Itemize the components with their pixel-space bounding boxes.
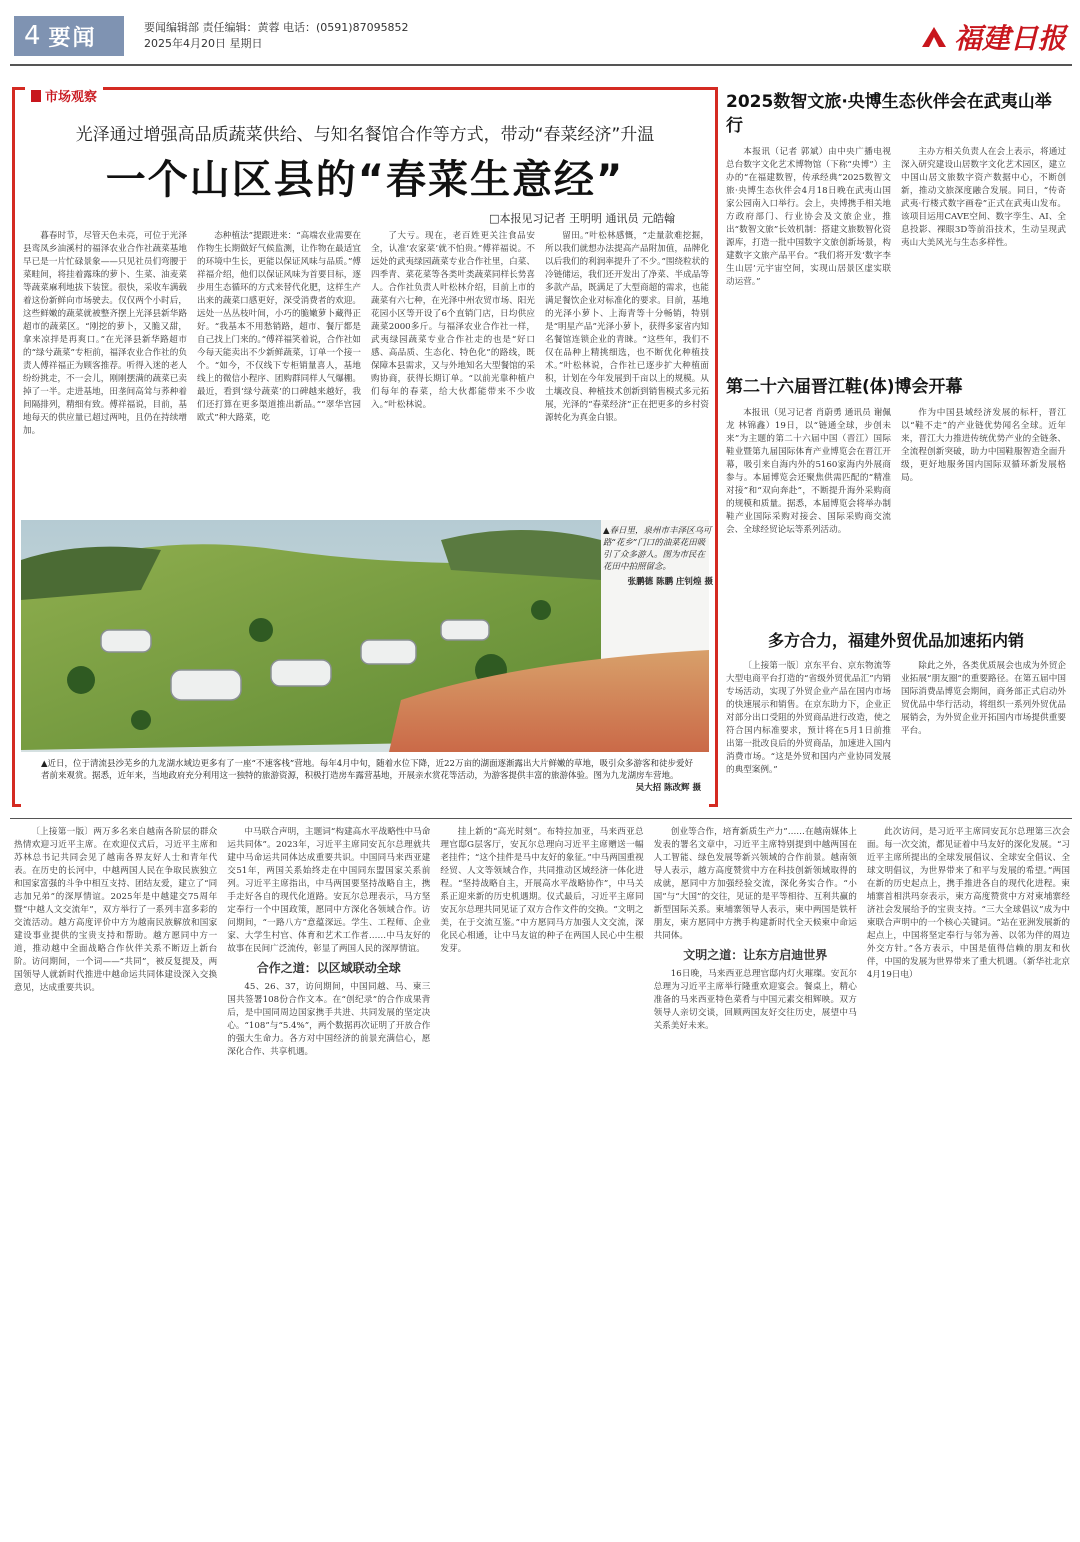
photo-caption-left — [41, 758, 701, 794]
page-number: 4 — [24, 21, 41, 51]
body-column-4: 留田。”叶松林感慨，“走量款难挖掘，所以我们就想办法提高产品附加值，品牌化以后我们的利润率提升了不少。”围绕粒状的冷链储运，我们还开发出了净菜、半成品等多款产品，既满足了大型商超的需求，也能满足餐饮企业对标准化的要求。目前，基地的光泽小萝卜、上海青等十分畅销，特别是“明星产品”光泽小萝卜，获得多家省内知名餐馆连锁企业的青睐。“这些年，我们不仅在品种上精挑细选，也不断优化种植技术。”叶松林说，合作社已逐步扩大种植面积，计划在今年发展到千亩以上的规模。从土壤改良、种植技术创新到销售模式多元拓展，光泽的“春菜经济”正在把更多的乡村资源转化为真金白银。 — [545, 231, 709, 423]
right-1-col-a: 本报讯（记者 郭斌）由中央广播电视总台数字文化艺术博物馆（下称“央博”）主办的“在福建数智，传承经典”2025数智文旅·央博生态伙伴会4月18日晚在武夷山国家公园南入口举行。会上，央博携手相关地方政府部门、行业协会及文旅企业，推出“数智文旅”长效机制：搭建文旅数智化资源库，打造一批中国数字文旅创新场景，构建数字文旅产品平台。“我们将开发‘数字李生山居’元宇宙空间，实现山居景区虚实联动运营。” — [726, 147, 891, 287]
body-column-1: 暮春时节，尽管天色未亮，可位于光泽县鸾凤乡油溪村的福泽农业合作社蔬菜基地早已是一片忙碌景象——只见社员们弯腰于菜畦间，将挂着露珠的萝卜、生菜、油麦菜等蔬菜麻利地拔下装筐。很快，采收车满载着这份新鲜向市场驶去。仅仅两个小时后，这些鲜嫩的蔬菜就被整齐摆上光泽县新华路超市的蔬菜区。“刚挖的萝卜，又脆又甜，拿来凉拌是再爽口。”在光泽县新华路超市的“绿兮蔬菜”专柜前，福泽农业合作社的负责人傅祥福正为顾客推荐。听得入迷的老人纷纷挑走，不一会儿，刚刚摆满的蔬菜已卖掉了一半。走进基地，田垄间高耸与荞种着间隔排列，精细有致。傅祥福说，目前，基地每天的供应量已超过两吨，且仍在持续增加。 — [23, 231, 187, 436]
paper-name: 福建日报 — [953, 22, 1066, 55]
masthead — [10, 6, 1072, 62]
article-byline: □本报见习记者 王明明 通讯员 元皓翰 — [489, 212, 675, 225]
paper-logo — [920, 14, 1066, 60]
article-headline: 一个山区县的“春菜生意经” — [105, 157, 625, 203]
masthead-rule — [10, 64, 1072, 66]
right-3-col-b: 除此之外，各类优质展会也成为外贸企业拓展“朋友圈”的重要路径。在第五届中国国际消费品博览会期间，商务部正式启动外贸优品中华行活动，将组织一系列外贸优品展销会，为外贸企业开拓国内市场提供重要平台。 — [901, 661, 1066, 736]
editors-line: 要闻编辑部 责任编辑：黄蓉 电话：(0591)87095852 — [144, 21, 409, 34]
lower-column-4: 创业等合作，培育新质生产力”……在越南媒体上发表的署名文章中，习近平主席特别提到中越两国在人工智能、绿色发展等新兴领域的合作前景。越南领导人表示，越方高度赞赏中方在科技创新领域取得的成就，愿同中方加强经验交流，深化务实合作。“小国”与“大国”的交往，见证的是平等相待、互利共赢的新型国际关系。柬埔寨领导人表示，柬中两国是铁杆朋友，柬方愿同中方携手构建新时代全天候柬中命运共同体。 文明之道：让东方启迪世界 16日晚，马来西亚总理官邸内灯火璀璨。安瓦尔总理为习近平主席举行隆重欢迎宴会。餐桌上，精心准备的马来西亚特色菜肴与中国元素交相辉映。双方领导人亲切交谈，回顾两国友好交往历史，展望中马关系美好未来。 — [653, 827, 857, 1031]
lower-column-5: 此次访问，是习近平主席同安瓦尔总理第三次会面。每一次交流，都见证着中马友好的深化发展。“习近平主席所提出的全球发展倡议、全球安全倡议、全球文明倡议，为世界带来了和平与发展的希望。”两国在新的历史起点上，携手推进各自的现代化进程。柬埔寨首相洪玛奈表示，柬方高度赞赏中方对柬埔寨经济社会发展给予的宝贵支持。“三大全球倡议”成为中柬联合声明中的一个核心关键词。“站在亚洲发展新的起点上，中国将坚定奉行与邻为善、以邻为伴的周边外交方针。”各方表示，中国是值得信赖的朋友和伙伴，中国的发展为世界带来了重大机遇。（新华社北京4月19日电） — [866, 827, 1071, 980]
right-body-2 — [726, 407, 1066, 627]
lower-article — [14, 826, 1070, 1536]
right-body-3 — [726, 660, 1066, 810]
article-subhead: 光泽通过增强高品质蔬菜供给、与知名餐馆合作等方式，带动“春菜经济”升温 — [75, 125, 655, 145]
lower-column-1: 〔上接第一版〕两万多名来自越南各阶层的群众热情欢迎习近平主席。在欢迎仪式后，习近平主席和苏林总书记共同会见了越南各界友好人士和青年代表。在历史的长河中，中越两国人民在争取民族独立和国家富强的斗争中相互支持、团结友爱，建立了“同志加兄弟”的深厚情谊。2025年是中越建交75周年暨“中越人文交流年”，双方举行了一系列丰富多彩的交流活动。越方高度评价中方为越南民族解放和国家建设事业提供的宝贵支持和帮助。越方愿同中方一道，推动越中全面战略合作伙伴关系不断迈上新台阶。访问期间，一个词——“共同”，被反复提及，两国领导人就新时代推进中越命运共同体建设深入交换意见，达成重要共识。 — [14, 827, 218, 993]
editor-info — [144, 20, 409, 52]
right-article-3 — [726, 630, 1066, 810]
right-3-col-a: 〔上接第一版〕京东平台、京东物流等大型电商平台打造的“省级外贸优品汇”内销专场活动，实现了外贸企业产品在国内市场的快速展示和销售。在京东助力下，企业正对部分出口受阻的外贸商品进行改造，使之符合国内标准要求，预计将在5月1日前推出第一批改良后的外贸商品，加速进入国内消费市场。“这是外贸和国内产业协同发展的典型案例。” — [726, 661, 891, 775]
caption-right-text: ▲春日里，泉州市丰泽区乌可路“花乡”门口的油菜花田吸引了众多游人。图为市民在花田中拍照留念。 — [603, 526, 712, 572]
caption-left-credit: 吴大招 陈改辉 摄 — [635, 783, 701, 793]
right-body-1 — [726, 146, 1066, 356]
logo-mark-icon — [920, 23, 948, 51]
section-name: 要闻 — [48, 25, 97, 51]
section-tag: 市场观察 — [25, 86, 103, 105]
caption-right-credit: 张鹏德 陈鹏 庄钊煌 摄 — [627, 577, 713, 587]
page-section-box — [14, 16, 124, 56]
right-headline-2: 第二十六届晋江鞋(体)博会开幕 — [726, 377, 963, 397]
lower-subhead-2: 文明之道：让东方启迪世界 — [683, 948, 828, 962]
body-column-2: 态种植法”提跟进来：“高端农业需要在作物生长期做好气候监测，让作物在最适宜的环境中生长，更能以保证风味与品质。”傅祥福介绍，他们以保证风味为首要目标，逐步用生态循环的方式来替代化肥，这样生产出来的蔬菜口感更好，深受消费者的欢迎。远处一丛丛枝叶间，小巧的脆嫩萝卜藏得正好。“我基本不用愁销路，超市、餐厅都是自己找上门来的。”傅祥福笑着说，合作社如今每天能卖出不少新鲜蔬菜，订单一个接一个。“如今，不仅线下专柜销量喜人，基地线上的微信小程序、团购群同样人气爆棚。最近，看到‘绿兮蔬菜’的口碑越来越好，我们还打算在更多渠道推出新品。”“翠华宫园欧式”种大路菜，吃 — [197, 231, 361, 423]
caption-left-text: ▲近日，位于清流县沙芜乡的九龙湖水域边更多有了一座“不速客栈”营地。每年4月中旬，随着水位下降，近22万亩的湖面逐渐露出大片鲜嫩的草地，吸引众多游客和徒步爱好者前来观赏。据悉，近年来，当地政府充分利用这一独特的旅游资源，积极打造房车露营基地，开展亲水赏花等活动，为游客提供丰富的旅游体验。图为九龙湖房车营地。 — [41, 759, 693, 781]
right-headline-3: 多方合力，福建外贸优品加速拓内销 — [767, 631, 1024, 650]
right-article-2 — [726, 375, 1066, 627]
lower-rule — [10, 818, 1072, 819]
photo-caption-right — [603, 525, 713, 588]
body-column-3: 了大亏。现在，老百姓更关注食品安全，认准‘农家菜’就不怕贵。”傅祥福说。不远处的武夷绿园蔬菜专业合作社里，白菜、四季青、菜花菜等各类叶类蔬菜同样长势喜人。合作社负责人叶松林介绍，目前上市的蔬菜有六七种，在光泽中州农贸市场、阳光花园小区等开设了6个直销门店，日均供应蔬菜2000多斤。与福泽农业合作社一样，武夷绿园蔬菜专业合作社走的也是“好口感、高品质、生态化、特色化”的路线，既保障本县需求，又与外地知名大型餐馆的采购协商，获得长期订单。“以前光靠种植户们每年的春菜，给大伙都能带来不少收入。”叶松林说。 — [371, 231, 535, 410]
right-2-col-a: 本报讯（见习记者 肖蔚勇 通讯员 谢佩龙 林锦鑫）19日，以“链通全球，步创未来”为主题的第二十六届中国（晋江）国际鞋业暨第九届国际体育产业博览会在晋江开幕，吸引来自海内外的5160家海内外展商参与。本届博览会还聚焦供需匹配的“精准对接”和“双向奔赴”，不断提升海外采购商的规模和质量。据悉，本届博览会将举办制鞋产业国际采购对接会、国际采购商交流会、全球经贸论坛等系列活动。 — [726, 408, 891, 535]
right-article-1 — [726, 90, 1066, 356]
right-headline-1: 2025数智文旅·央博生态伙伴会在武夷山举行 — [726, 92, 1052, 136]
lower-column-2: 中马联合声明，主题词“构建高水平战略性中马命运共同体”。2023年，习近平主席同安瓦尔总理就共建中马命运共同体达成重要共识。中国同马来西亚建交51年，两国关系始终走在中国同东盟国家关系前列。习近平主席指出，中马两国要坚持战略自主，携手走好各自的现代化道路。安瓦尔总理表示，马方坚定奉行一个中国政策，愿同中方深化各领域合作。访问期间，“一路八方”意蕴深远。学生、工程师、企业家、大学生村官、体育和艺术工作者……中马友好的故事在民间广泛流传，彰显了两国人民的深厚情谊。 合作之道：以区域联动全球 45、26、37，访问期间，中国同越、马、柬三国共签署108份合作文本。在“创纪录”的合作成果背后，是中国同周边国家携手共进、共同发展的坚定决心。“108”与“5.4%”，两个数据再次证明了开放合作的强大生命力。各方对中国经济的前景充满信心，愿深化合作、共享机遇。 — [227, 827, 431, 1057]
lower-subhead-1: 合作之道：以区域联动全球 — [256, 961, 401, 975]
right-2-col-b: 作为中国县域经济发展的标杆，晋江以“鞋不走”的产业链优势闻名全球。近年来，晋江大力推进传统优势产业的全链条、全流程创新突破，助力中国鞋服智造全面升级，更好地服务国内国际双循环新发展格局。 — [901, 408, 1066, 483]
feature-article-box — [12, 87, 718, 807]
right-1-col-b: 主办方相关负责人在会上表示，将通过深入研究建设山居数字文化艺术园区，建立中国山居文旅数字资产数据中心，不断创新，推动文旅深度融合发展。同日，“传奇武夷·行楼式数字画卷”正式在武夷山发布。该项目运用CAVE空间、数字孪生、AI、全息投影、裸眼3D等前沿技术，生动呈现武夷山大美风光与生态多样性。 — [901, 147, 1066, 248]
lower-column-3: 挂上新的“高光时刻”。布特拉加亚，马来西亚总理官邸G层客厅，安瓦尔总理向习近平主席赠送一幅老挂件；“这个挂件是马中友好的象征。”中马两国重视经贸、人文等领域合作，共同推动区域经济一体化进程。“坚持战略自主，开展高水平战略协作”，中马关系正迎来新的历史机遇期。仪式最后，习近平主席同安瓦尔总理共同见证了双方合作文件的交换。“文明之美，在于交流互鉴。”中方愿同马方加强人文交流，深化民心相通，让中马友谊的种子在两国人民心中生根发芽。 — [440, 827, 644, 954]
article-body — [23, 230, 709, 530]
date-line: 2025年4月20日 星期日 — [144, 37, 263, 50]
